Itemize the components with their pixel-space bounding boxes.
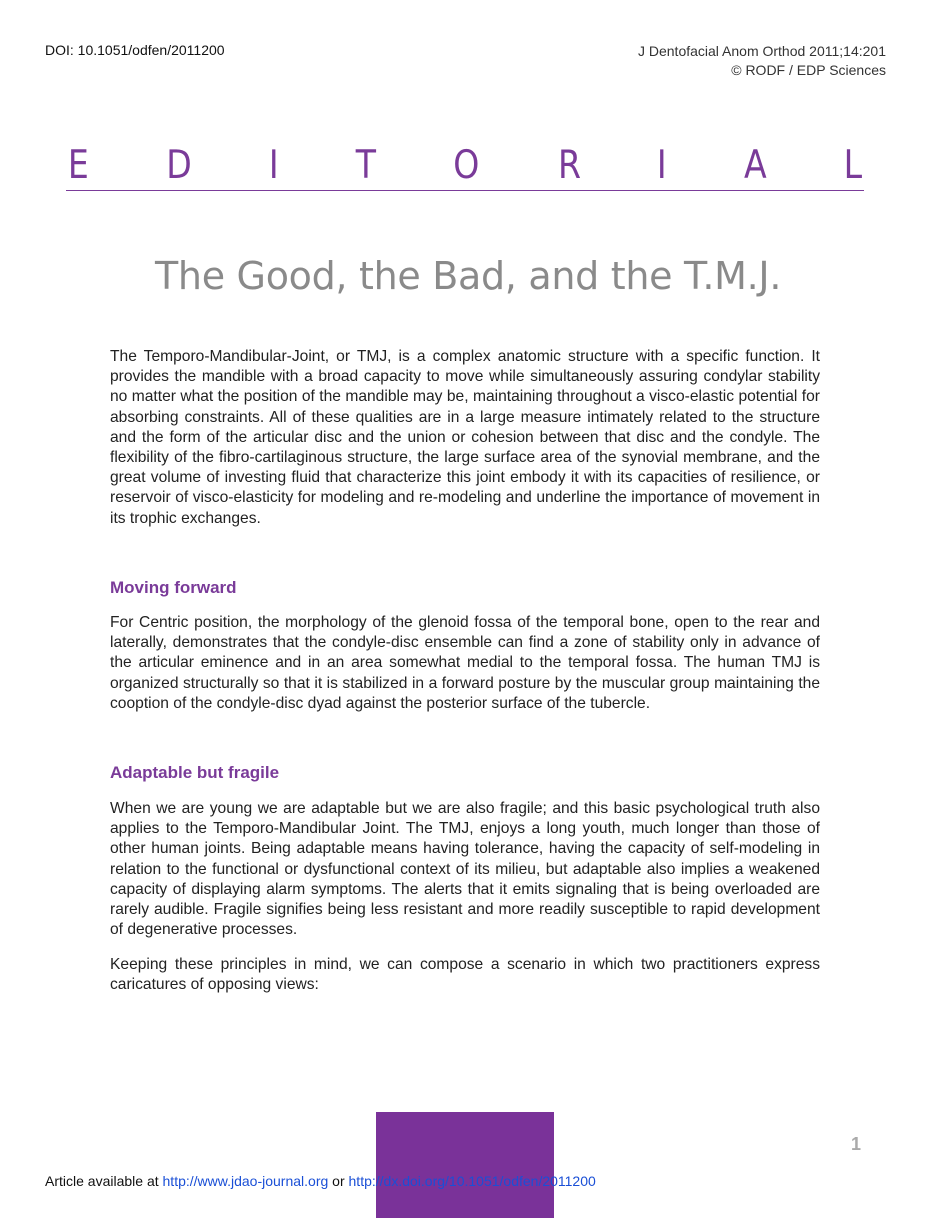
section-letter: T (355, 143, 376, 188)
section-letter: I (269, 143, 279, 188)
section-letter: E (67, 143, 89, 188)
journal-link[interactable]: http://www.jdao-journal.org (162, 1173, 329, 1189)
doi-label: DOI: 10.1051/odfen/2011200 (45, 42, 225, 58)
availability-or: or (328, 1173, 349, 1189)
intro-paragraph: The Temporo-Mandibular-Joint, or TMJ, is a complex anatomic structure with a specific function. It provides the mandible with a broad capacity to move while simultaneously assuring condylar stability no matter what the position of the mandible may be, maintaining throughout a visco-elastic potential for absorbing constraints. All of these qualities are in a large measure intimately related to the structure and the form of the articular disc and the union or cohesion between that disc and the condyle. The flexibility of the fibro-cartilaginous structure, the large surface area of the synovial membrane, and the great volume of investing fluid that characterize this joint embody it with its capacities of resilience, or reservoir of visco-elasticity for modeling and re-modeling and underline the importance of movement in its trophic exchanges. (110, 348, 820, 527)
section-moving-forward (110, 578, 820, 598)
section-letter: I (657, 143, 668, 188)
article-availability (45, 1173, 596, 1189)
section-adaptable (110, 763, 820, 783)
keeping-paragraph: Keeping these principles in mind, we can compose a scenario in which two practitioners express caricatures of opposing views: (110, 956, 820, 994)
availability-prefix: Article available at (45, 1173, 163, 1189)
journal-reference: J Dentofacial Anom Orthod 2011;14:201 (637, 43, 886, 59)
section-letter: D (166, 143, 193, 188)
adaptable-body (110, 799, 820, 940)
section-label-editorial (66, 142, 864, 188)
section-divider (66, 190, 864, 191)
moving-forward-body (110, 613, 820, 714)
article-body (110, 347, 820, 529)
section-letter: R (557, 143, 581, 188)
section-heading: Moving forward (110, 578, 237, 597)
section-letter: A (743, 143, 767, 188)
section-heading: Adaptable but fragile (110, 763, 280, 782)
journal-citation (638, 42, 886, 80)
article-title: The Good, the Bad, and the T.M.J. (155, 254, 782, 298)
copyright-notice: © RODF / EDP Sciences (731, 62, 886, 78)
page-number: 1 (851, 1134, 862, 1154)
footer-color-block (376, 1112, 554, 1218)
moving-forward-paragraph: For Centric position, the morphology of the glenoid fossa of the temporal bone, open to the rear and laterally, demonstrates that the condyle-disc ensemble can find a zone of stability only in advance of the articular eminence and in an area somewhat medial to the temporal fossa. The human TMJ is organized structurally so that it is stabilized in a forward posture by the muscular group maintaining the cooption of the condyle-disc dyad against the posterior surface of the tubercle. (110, 614, 820, 712)
section-letter: L (843, 143, 863, 188)
adaptable-paragraph: When we are young we are adaptable but we are also fragile; and this basic psychological truth also applies to the Temporo-Mandibular Joint. The TMJ, enjoys a long youth, much longer than those of other human joints. Being adaptable means having tolerance, having the capacity of self-modeling in relation to the functional or dysfunctional context of its milieu, but adaptable also implies a weakened capacity of displaying alarm symptoms. The alerts that it emits signaling that is being overloaded are rarely audible. Fragile signifies being less resistant and more readily susceptible to rapid development of degenerative processes. (110, 800, 820, 939)
section-letter: O (453, 143, 480, 188)
keeping-body (110, 955, 820, 995)
doi-link[interactable]: http://dx.doi.org/10.1051/odfen/2011200 (348, 1173, 596, 1189)
